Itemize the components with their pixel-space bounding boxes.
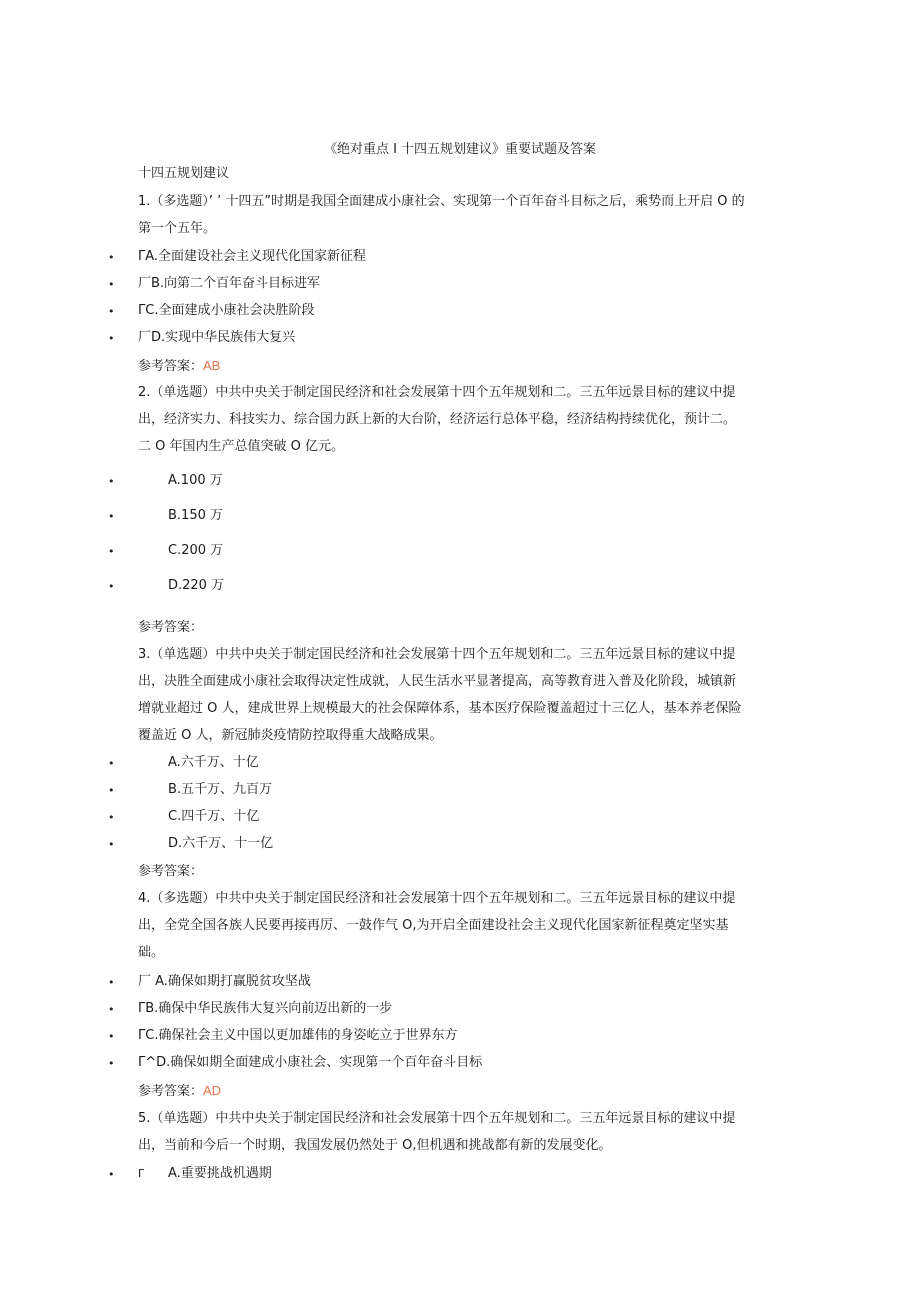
list-bullet: • — [108, 305, 115, 318]
question-2-line-2: 出，经济实力、科技实力、综合国力跃上新的大台阶，经济运行总体平稳，经济结构持续优化，预计二。 — [138, 412, 737, 427]
question-4-line-3: 础。 — [138, 945, 165, 960]
list-bullet: • — [108, 545, 115, 558]
question-5-line-2: 出，当前和今后一个时期，我国发展仍然处于 O,但机遇和挑战都有新的发展变化。 — [138, 1138, 612, 1153]
question-2-option-d[interactable]: D.220 万 — [168, 578, 225, 593]
question-2-line-3: 二 O 年国内生产总值突破 O 亿元。 — [138, 439, 344, 454]
question-3-option-c[interactable]: C.四千万、十亿 — [168, 809, 260, 824]
question-3-line-4: 覆盖近 O 人，新冠肺炎疫情防控取得重大战略成果。 — [138, 728, 443, 743]
question-5-option-a[interactable]: A.重要挑战机遇期 — [168, 1166, 272, 1181]
question-3-option-b[interactable]: B.五千万、九百万 — [168, 782, 273, 797]
list-bullet: • — [108, 1168, 115, 1181]
question-5-line-1: 5.（单选题）中共中央关于制定国民经济和社会发展第十四个五年规划和二。三五年远景目标的建议中提 — [138, 1111, 736, 1126]
list-bullet: • — [108, 1003, 115, 1016]
list-bullet: • — [108, 580, 115, 593]
question-2-option-b[interactable]: B.150 万 — [168, 508, 223, 523]
list-bullet: • — [108, 757, 115, 770]
question-1-line-1: 1.（多选题）’ ’ 十四五”时期是我国全面建成小康社会、实现第一个百年奋斗目标之后，乘势而上开启 O 的 — [138, 194, 745, 209]
question-1-line-2: 第一个五年。 — [138, 221, 217, 236]
answer-label: 参考答案： — [138, 864, 204, 879]
question-3-option-a[interactable]: A.六千万、十亿 — [168, 755, 259, 770]
answer-label: 参考答案： — [138, 359, 204, 374]
list-bullet: • — [108, 838, 115, 851]
question-4-option-b[interactable]: ΓB.确保中华民族伟大复兴向前迈出新的一步 — [138, 1001, 393, 1016]
list-bullet: • — [108, 510, 115, 523]
question-4-option-d[interactable]: Γ^D.确保如期全面建成小康社会、实现第一个百年奋斗目标 — [138, 1055, 483, 1070]
question-4-option-c[interactable]: ΓC.确保社会主义中国以更加雄伟的身姿屹立于世界东方 — [138, 1028, 458, 1043]
document-title: 《绝对重点 I 十四五规划建议》重要试题及答案 — [323, 142, 597, 157]
question-4-line-2: 出，全党全国各族人民要再接再厉、一鼓作气 O,为开启全面建设社会主义现代化国家新征程奠定坚实基 — [138, 918, 729, 933]
question-1-option-b[interactable]: 厂B.向第二个百年奋斗目标进军 — [138, 276, 321, 291]
question-2-option-a[interactable]: A.100 万 — [168, 473, 223, 488]
list-bullet: • — [108, 332, 115, 345]
question-3-line-1: 3.（单选题）中共中央关于制定国民经济和社会发展第十四个五年规划和二。三五年远景目标的建议中提 — [138, 647, 736, 662]
list-bullet: • — [108, 1030, 115, 1043]
question-2-line-1: 2.（单选题）中共中央关于制定国民经济和社会发展第十四个五年规划和二。三五年远景目标的建议中提 — [138, 385, 736, 400]
question-4-answer — [138, 1082, 221, 1101]
section-heading: 十四五规划建议 — [138, 166, 230, 181]
question-1-option-d[interactable]: 厂D.实现中华民族伟大复兴 — [138, 330, 296, 345]
question-5-option-mark: Γ — [138, 1167, 145, 1180]
answer-value: AB — [203, 358, 221, 373]
question-1-option-a[interactable]: ΓA.全面建设社会主义现代化国家新征程 — [138, 249, 367, 264]
question-1-answer — [138, 357, 220, 376]
list-bullet: • — [108, 251, 115, 264]
list-bullet: • — [108, 278, 115, 291]
answer-value: AD — [203, 1083, 222, 1098]
list-bullet: • — [108, 1057, 115, 1070]
answer-label: 参考答案： — [138, 1084, 204, 1099]
list-bullet: • — [108, 811, 115, 824]
question-3-answer — [138, 863, 203, 881]
question-4-line-1: 4.（多选题）中共中央关于制定国民经济和社会发展第十四个五年规划和二。三五年远景目标的建议中提 — [138, 891, 736, 906]
question-3-line-3: 增就业超过 O 人，建成世界上规模最大的社会保障体系，基本医疗保险覆盖超过十三亿人，基本养老保险 — [138, 701, 742, 716]
question-1-option-c[interactable]: ΓC.全面建成小康社会决胜阶段 — [138, 303, 315, 318]
list-bullet: • — [108, 784, 115, 797]
question-3-line-2: 出，决胜全面建成小康社会取得决定性成就，人民生活水平显著提高，高等教育进入普及化阶段，城镇新 — [138, 674, 737, 689]
question-2-answer — [138, 619, 203, 637]
list-bullet: • — [108, 475, 115, 488]
question-3-option-d[interactable]: D.六千万、十一亿 — [168, 836, 274, 851]
question-4-option-a[interactable]: 厂 A.确保如期打赢脱贫攻坚战 — [138, 974, 311, 989]
list-bullet: • — [108, 976, 115, 989]
question-2-option-c[interactable]: C.200 万 — [168, 543, 224, 558]
answer-label: 参考答案： — [138, 620, 204, 635]
